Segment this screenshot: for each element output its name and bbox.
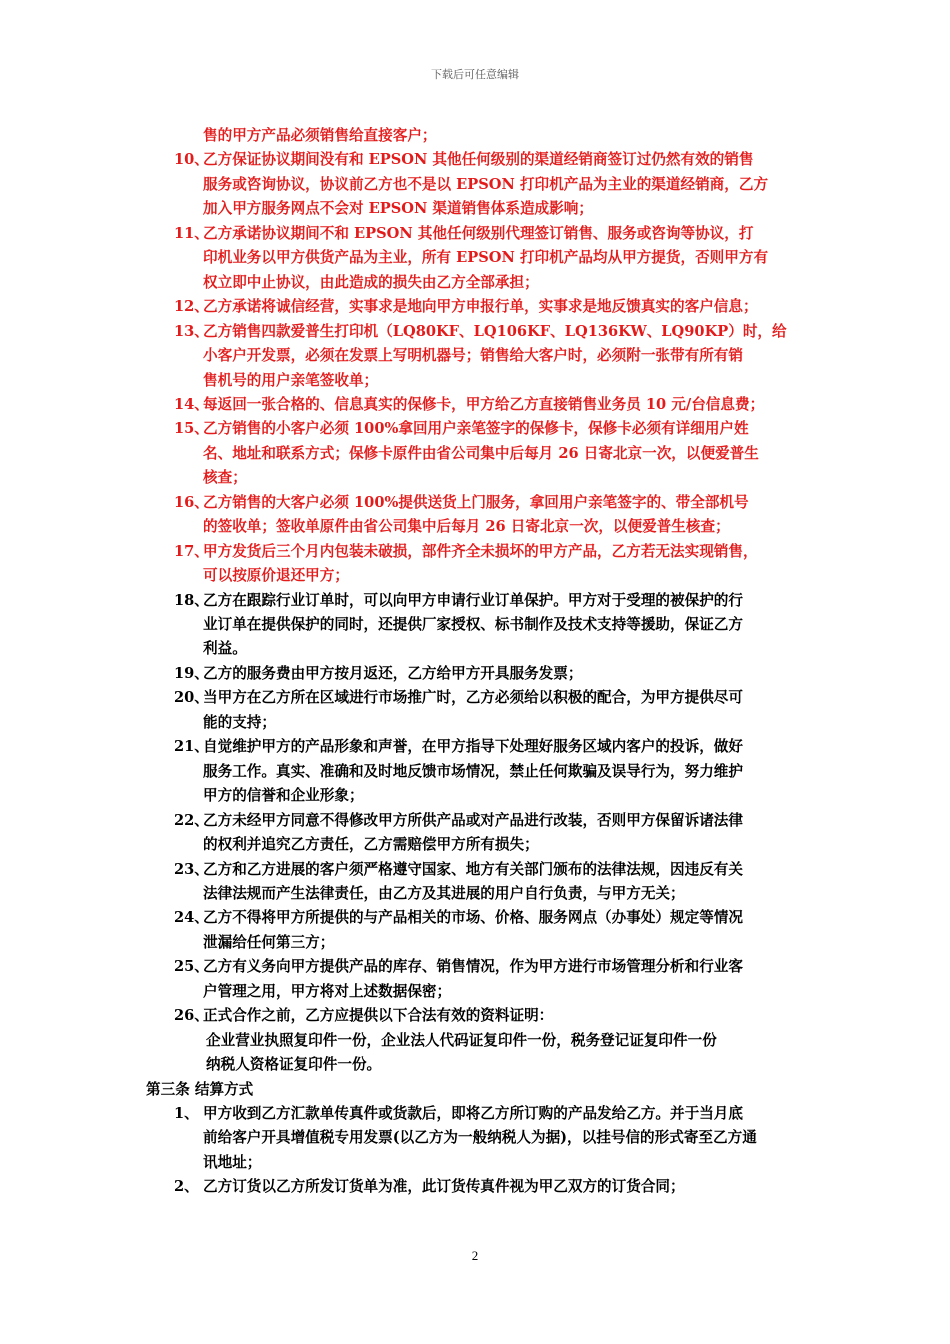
clause-number: 14、	[174, 395, 209, 413]
clause-text-line: 讯地址；	[203, 1153, 262, 1171]
page-header: 下载后可任意编辑	[431, 68, 519, 81]
clause-number: 26、	[174, 1007, 209, 1025]
clause-text-line: 服务或咨询协议，协议前乙方也不是以 EPSON 打印机产品为主业的渠道经销商，乙方	[203, 175, 769, 193]
clause-text-line: 权立即中止协议，由此造成的损失由乙方全部承担；	[203, 273, 539, 291]
clause-number: 10、	[174, 151, 209, 169]
clause-text-line: 售机号的用户亲笔签收单；	[203, 371, 379, 389]
clause-text-line: 户管理之用，甲方将对上述数据保密；	[203, 982, 452, 1000]
clause-number: 12、	[174, 298, 209, 316]
clause-text-line: 前给客户开具增值税专用发票(以乙方为一般纳税人为据)，以挂号信的形式寄至乙方通	[203, 1129, 757, 1147]
clause-text-line: 企业营业执照复印件一份，企业法人代码证复印件一份，税务登记证复印件一份	[206, 1031, 717, 1049]
clause-number: 13、	[174, 322, 209, 340]
clause-text-line: 甲方的信誉和企业形象；	[203, 787, 364, 805]
clause-text-line: 售的甲方产品必须销售给直接客户；	[203, 127, 437, 144]
clause-text-line: 正式合作之前，乙方应提供以下合法有效的资料证明：	[203, 1007, 554, 1025]
clause-text-line: 乙方承诺协议期间不和 EPSON 其他任何级别代理签订销售、服务或咨询等协议，打	[203, 224, 754, 242]
clause-text-line: 乙方不得将甲方所提供的与产品相关的市场、价格、服务网点（办事处）规定等情况	[203, 909, 743, 927]
clause-text-line: 加入甲方服务网点不会对 EPSON 渠道销售体系造成影响；	[203, 200, 593, 218]
clause-text-line: 甲方发货后三个月内包装未破损，部件齐全未损坏的甲方产品，乙方若无法实现销售，	[203, 542, 758, 560]
clause-text-line: 名、地址和联系方式；保修卡原件由省公司集中后每月 26 日寄北京一次，以便爱普生	[203, 444, 759, 462]
clause-number: 17、	[174, 542, 209, 560]
clause-text-line: 核查；	[203, 469, 247, 487]
clause-number: 16、	[174, 493, 209, 511]
clause-text-line: 法律法规而产生法律责任，由乙方及其进展的用户自行负责，与甲方无关；	[203, 884, 685, 902]
clause-number: 20、	[174, 689, 209, 707]
clause-text-line: 小客户开发票，必须在发票上写明机器号；销售给大客户时，必须附一张带有所有销	[203, 347, 743, 365]
clause-text-line: 印机业务以甲方供货产品为主业，所有 EPSON 打印机产品均从甲方提货，否则甲方有	[203, 249, 769, 267]
clause-number: 23、	[174, 860, 209, 878]
clause-text-line: 服务工作。真实、准确和及时地反馈市场情况，禁止任何欺骗及误导行为，努力维护	[203, 762, 743, 780]
clause-text-line: 乙方保证协议期间没有和 EPSON 其他任何级别的渠道经销商签订过仍然有效的销售	[203, 151, 754, 169]
clause-text-line: 乙方的服务费由甲方按月返还，乙方给甲方开具服务发票；	[203, 664, 583, 682]
clause-text-line: 利益。	[203, 640, 247, 658]
clause-text-line: 乙方承诺将诚信经营，实事求是地向甲方申报行单，实事求是地反馈真实的客户信息；	[203, 298, 758, 316]
clause-number: 22、	[174, 811, 209, 829]
clause-text-line: 乙方在跟踪行业订单时，可以向甲方申请行业订单保护。甲方对于受理的被保护的行	[203, 591, 743, 609]
clause-text-line: 当甲方在乙方所在区域进行市场推广时，乙方必须给以积极的配合，为甲方提供尽可	[203, 689, 743, 707]
clause-text-line: 乙方有义务向甲方提供产品的库存、销售情况，作为甲方进行市场管理分析和行业客	[203, 958, 743, 976]
clause-text-line: 乙方和乙方进展的客户须严格遵守国家、地方有关部门颁布的法律法规，因违反有关	[203, 860, 743, 878]
clause-number: 25、	[174, 958, 209, 976]
clause-text-line: 每返回一张合格的、信息真实的保修卡，甲方给乙方直接销售业务员 10 元/台信息费；	[203, 395, 765, 413]
clause-number: 11、	[174, 224, 209, 242]
clause-number: 19、	[174, 664, 209, 682]
clause-text-line: 业订单在提供保护的同时，还提供厂家授权、标书制作及技术支持等援助，保证乙方	[203, 616, 743, 633]
clause-text-line: 乙方销售的小客户必须 100%拿回用户亲笔签字的保修卡，保修卡必须有详细用户姓	[203, 420, 749, 438]
clause-text-line: 的权利并追究乙方责任，乙方需赔偿甲方所有损失；	[203, 836, 539, 854]
section-title: 第三条 结算方式	[146, 1080, 254, 1098]
clause-text-line: 可以按原价退还甲方；	[203, 567, 349, 585]
clause-number: 21、	[174, 738, 209, 756]
clause-text-line: 乙方销售的大客户必须 100%提供送货上门服务，拿回用户亲笔签字的、带全部机号	[203, 493, 749, 511]
clause-text-line: 甲方收到乙方汇款单传真件或货款后，即将乙方所订购的产品发给乙方。并于当月底	[203, 1105, 743, 1122]
clause-text-line: 乙方未经甲方同意不得修改甲方所供产品或对产品进行改装，否则甲方保留诉诸法律	[203, 811, 743, 829]
clause-text-line: 泄漏给任何第三方；	[203, 933, 335, 951]
clause-text-line: 能的支持；	[203, 713, 276, 731]
clause-text-line: 的签收单；签收单原件由省公司集中后每月 26 日寄北京一次，以便爱普生核查；	[203, 518, 730, 536]
clause-text-line: 纳税人资格证复印件一份。	[206, 1056, 382, 1074]
clause-number: 24、	[174, 909, 209, 927]
page-number: 2	[471, 1248, 479, 1263]
clause-number: 1、	[174, 1105, 199, 1122]
clause-text-line: 乙方销售四款爱普生打印机（LQ80KF、LQ106KF、LQ136KW、LQ90KP）时，给	[203, 322, 787, 340]
clause-number: 2、	[174, 1178, 199, 1196]
clause-number: 18、	[174, 591, 209, 609]
clause-number: 15、	[174, 420, 209, 438]
clause-text-line: 自觉维护甲方的产品形象和声誉，在甲方指导下处理好服务区域内客户的投诉，做好	[203, 738, 743, 756]
clause-text-line: 乙方订货以乙方所发订货单为准，此订货传真件视为甲乙双方的订货合同；	[203, 1178, 685, 1196]
